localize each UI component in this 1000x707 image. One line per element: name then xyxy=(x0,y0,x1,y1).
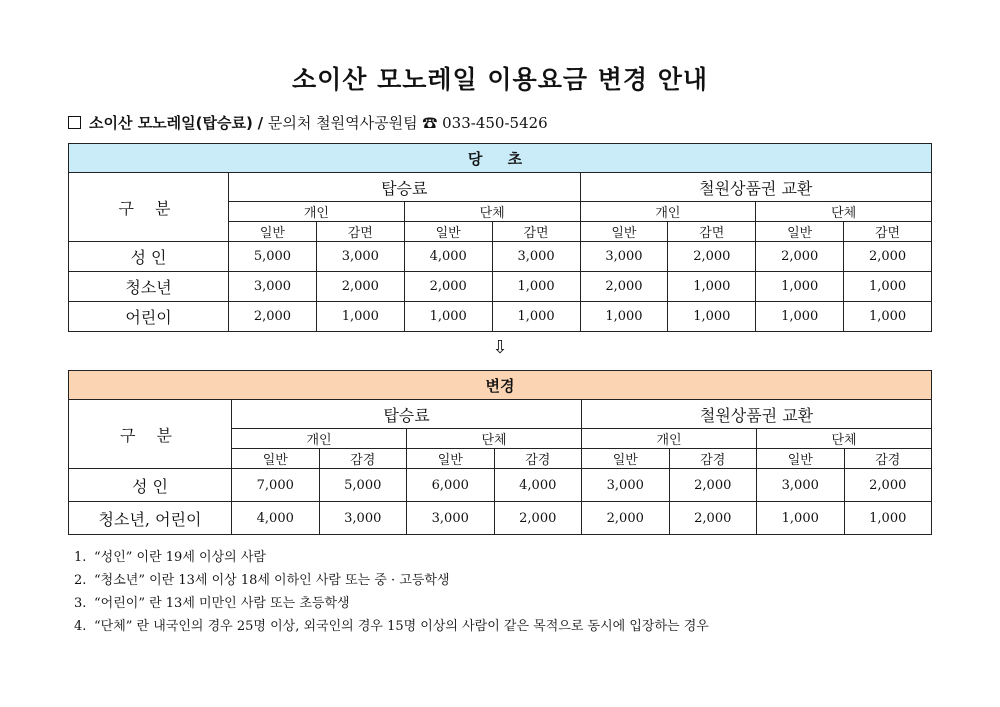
fee-cell: 4,000 xyxy=(232,502,320,535)
note-number: 3. xyxy=(74,596,87,611)
fee-cell: 6,000 xyxy=(407,469,495,502)
column-header: 감경 xyxy=(844,449,932,469)
fee-cell: 1,000 xyxy=(580,302,668,332)
note-item xyxy=(74,592,709,615)
row-header-label: 구 분 xyxy=(69,400,232,469)
subheading xyxy=(68,112,548,133)
table-band-title: 당 초 xyxy=(69,144,932,173)
subgroup-header: 개인 xyxy=(582,429,757,449)
row-label: 성 인 xyxy=(69,469,232,502)
fee-cell: 3,000 xyxy=(229,272,317,302)
fee-cell: 2,000 xyxy=(669,502,757,535)
telephone-icon: ☎ xyxy=(422,114,438,132)
table-row xyxy=(69,469,932,502)
fee-cell: 1,000 xyxy=(668,302,756,332)
notes-list xyxy=(74,546,709,638)
fee-cell: 2,000 xyxy=(316,272,404,302)
subheading-slash: / xyxy=(257,114,264,132)
fee-cell: 1,000 xyxy=(404,302,492,332)
fee-cell: 4,000 xyxy=(404,242,492,272)
column-header: 감면 xyxy=(844,222,932,242)
fee-cell: 1,000 xyxy=(757,502,845,535)
column-header: 일반 xyxy=(582,449,670,469)
fee-cell: 3,000 xyxy=(582,469,670,502)
table-row xyxy=(69,272,932,302)
table-band-title: 변경 xyxy=(69,371,932,400)
down-arrow-icon: ⇩ xyxy=(492,337,508,358)
group-header: 철원상품권 교환 xyxy=(580,173,932,202)
fee-cell: 3,000 xyxy=(580,242,668,272)
phone-number: 033-450-5426 xyxy=(442,114,548,132)
note-number: 1. xyxy=(74,550,87,565)
column-header: 일반 xyxy=(757,449,845,469)
fee-cell: 3,000 xyxy=(319,502,407,535)
fee-cell: 1,000 xyxy=(492,272,580,302)
subheading-name: 소이산 모노레일(탑승료) xyxy=(89,114,253,132)
subgroup-header: 단체 xyxy=(757,429,932,449)
fee-cell: 2,000 xyxy=(582,502,670,535)
fee-table-before xyxy=(68,143,932,332)
fee-cell: 2,000 xyxy=(580,272,668,302)
column-header: 일반 xyxy=(580,222,668,242)
column-header: 감경 xyxy=(319,449,407,469)
subgroup-header: 개인 xyxy=(229,202,405,222)
fee-cell: 5,000 xyxy=(229,242,317,272)
fee-cell: 2,000 xyxy=(229,302,317,332)
fee-cell: 2,000 xyxy=(494,502,582,535)
fee-cell: 1,000 xyxy=(756,302,844,332)
row-label: 청소년, 어린이 xyxy=(69,502,232,535)
column-header: 감면 xyxy=(492,222,580,242)
table-row xyxy=(69,242,932,272)
column-header: 일반 xyxy=(229,222,317,242)
fee-cell: 2,000 xyxy=(404,272,492,302)
fee-cell: 1,000 xyxy=(844,272,932,302)
table-row xyxy=(69,502,932,535)
column-header: 일반 xyxy=(232,449,320,469)
checkbox-square-icon xyxy=(68,116,81,129)
fee-cell: 3,000 xyxy=(492,242,580,272)
fee-cell: 1,000 xyxy=(756,272,844,302)
group-header: 탑승료 xyxy=(229,173,581,202)
fee-cell: 1,000 xyxy=(668,272,756,302)
fee-cell: 1,000 xyxy=(492,302,580,332)
subgroup-header: 단체 xyxy=(404,202,580,222)
contact-label: 문의처 철원역사공원팀 xyxy=(267,114,418,132)
row-label: 성 인 xyxy=(69,242,229,272)
subgroup-header: 단체 xyxy=(756,202,932,222)
fee-cell: 3,000 xyxy=(757,469,845,502)
column-header: 일반 xyxy=(407,449,495,469)
fee-cell: 2,000 xyxy=(844,242,932,272)
column-header: 일반 xyxy=(404,222,492,242)
fee-cell: 1,000 xyxy=(844,502,932,535)
row-label: 청소년 xyxy=(69,272,229,302)
fee-cell: 7,000 xyxy=(232,469,320,502)
column-header: 감경 xyxy=(494,449,582,469)
page-title: 소이산 모노레일 이용요금 변경 안내 xyxy=(291,65,709,94)
note-text: “단체” 란 내국인의 경우 25명 이상, 외국인의 경우 15명 이상의 사람이 같은 목적으로 동시에 입장하는 경우 xyxy=(94,619,709,634)
row-label: 어린이 xyxy=(69,302,229,332)
note-item xyxy=(74,569,709,592)
column-header: 감경 xyxy=(669,449,757,469)
table-row xyxy=(69,302,932,332)
column-header: 일반 xyxy=(756,222,844,242)
group-header: 철원상품권 교환 xyxy=(582,400,932,429)
fee-cell: 3,000 xyxy=(316,242,404,272)
note-text: “어린이” 란 13세 미만인 사람 또는 초등학생 xyxy=(94,596,350,611)
fee-cell: 2,000 xyxy=(756,242,844,272)
column-header: 감면 xyxy=(668,222,756,242)
subgroup-header: 개인 xyxy=(232,429,407,449)
fee-cell: 2,000 xyxy=(668,242,756,272)
fee-cell: 4,000 xyxy=(494,469,582,502)
fee-cell: 2,000 xyxy=(844,469,932,502)
subgroup-header: 단체 xyxy=(407,429,582,449)
note-number: 2. xyxy=(74,573,87,588)
note-text: “성인” 이란 19세 이상의 사람 xyxy=(94,550,266,565)
subgroup-header: 개인 xyxy=(580,202,756,222)
row-header-label: 구 분 xyxy=(69,173,229,242)
group-header: 탑승료 xyxy=(232,400,582,429)
note-item xyxy=(74,615,709,638)
fee-cell: 3,000 xyxy=(407,502,495,535)
fee-cell: 5,000 xyxy=(319,469,407,502)
fee-cell: 1,000 xyxy=(316,302,404,332)
fee-cell: 1,000 xyxy=(844,302,932,332)
fee-table-after xyxy=(68,370,932,535)
column-header: 감면 xyxy=(316,222,404,242)
note-text: “청소년” 이란 13세 이상 18세 이하인 사람 또는 중 · 고등학생 xyxy=(94,573,450,588)
note-item xyxy=(74,546,709,569)
fee-cell: 2,000 xyxy=(669,469,757,502)
note-number: 4. xyxy=(74,619,87,634)
